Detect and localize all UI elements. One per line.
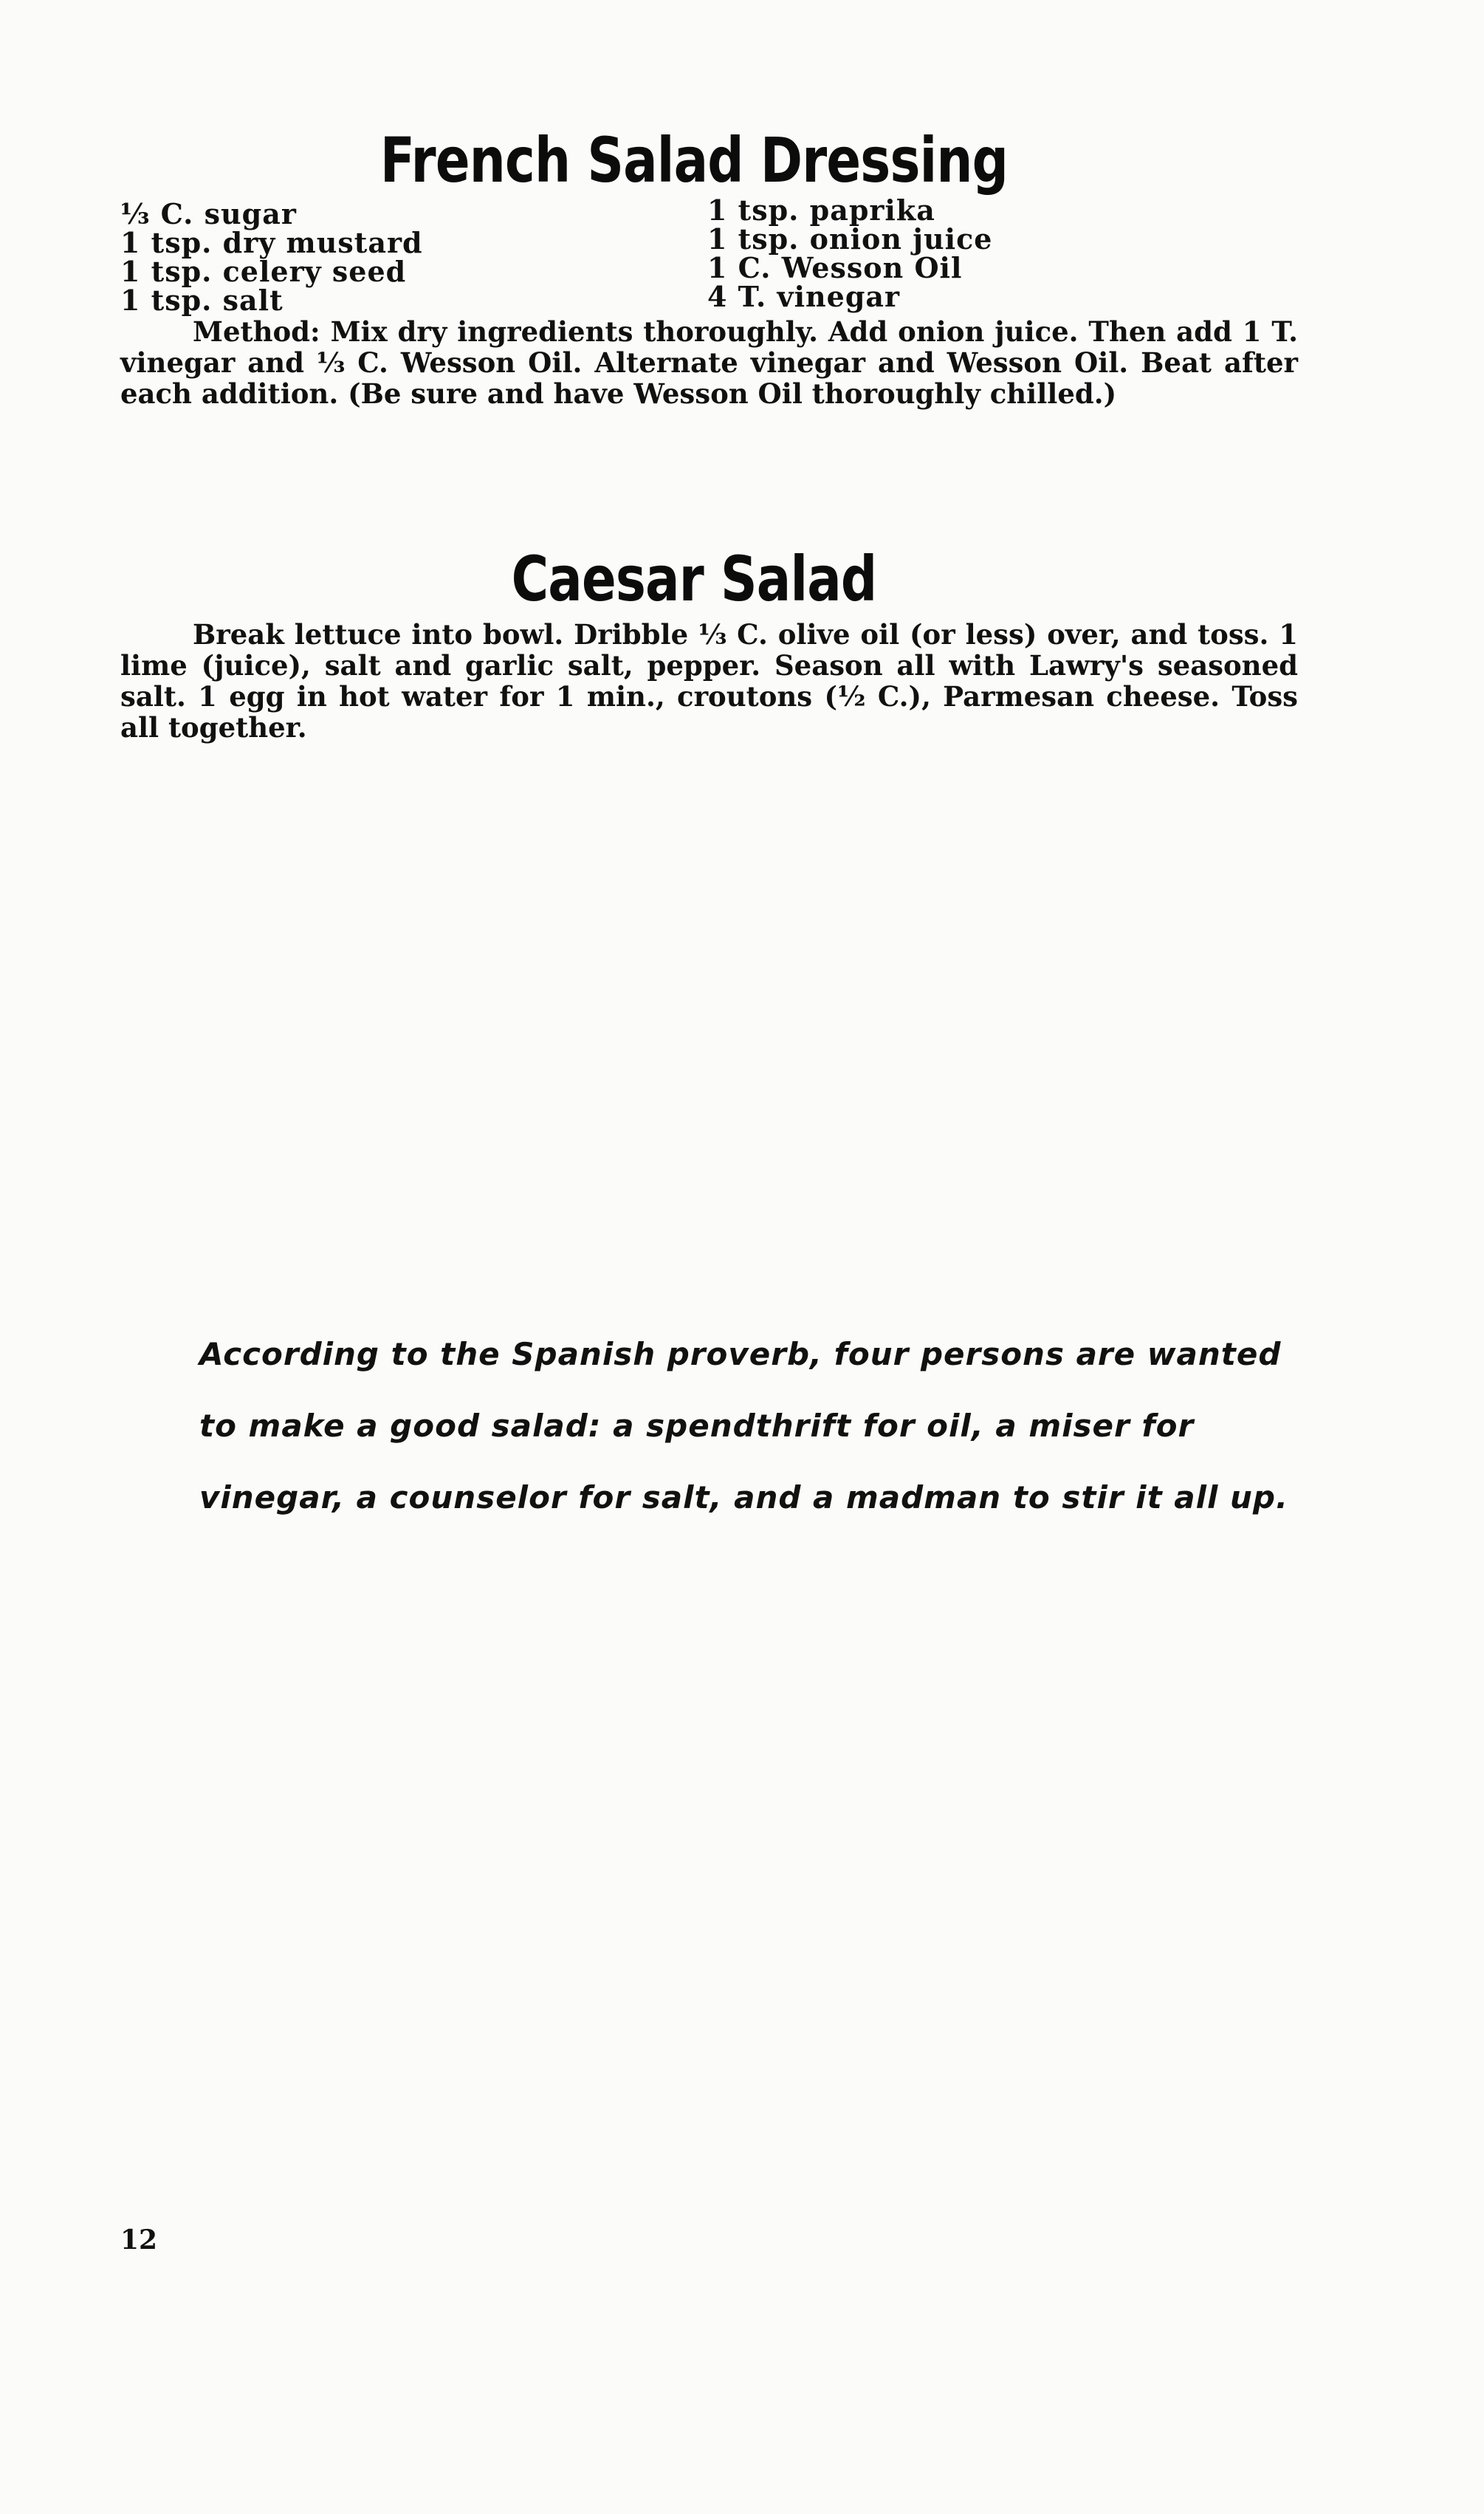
ingredient-item: 1 tsp. paprika (707, 193, 935, 227)
caesar-salad-instructions: Break lettuce into bowl. Dribble ⅓ C. olive oil (or less) over, and toss. 1 lime (juice), salt and garlic salt, pepper. Season all with Lawry's seasoned salt. 1 egg in hot water for 1 min., croutons (½ C.), Parmesan cheese. Toss all together. (120, 618, 1298, 744)
french-dressing-title: French Salad Dressing (379, 124, 1009, 196)
ingredient-item: 1 tsp. onion juice (707, 222, 993, 256)
french-dressing-ingredients (120, 193, 1302, 325)
french-dressing-method: Method: Mix dry ingredients thoroughly. Add onion juice. Then add 1 T. vinegar and ⅓ C. Wesson Oil. Alternate vinegar and Wesson Oil. Beat after each addition. (Be sure and have Wesson Oil thoroughly chilled.) (120, 315, 1298, 410)
ingredient-item: 1 C. Wesson Oil (707, 251, 963, 284)
caesar-salad-title: Caesar Salad (511, 543, 877, 615)
ingredients-left-column (120, 199, 423, 315)
ingredient-item: 1 tsp. celery seed (120, 255, 407, 288)
page-number: 12 (120, 2224, 158, 2256)
ingredients-right-column (707, 193, 993, 313)
ingredient-item: 1 tsp. dry mustard (120, 226, 423, 259)
ingredient-item: 4 T. vinegar (707, 280, 901, 313)
spanish-proverb-quote: According to the Spanish proverb, four persons are wanted to make a good salad: a spendthrift for oil, a miser for vinegar, a counselor for salt, and a madman to stir it all up. (199, 1336, 1288, 1515)
ingredient-item: ⅓ C. sugar (120, 197, 297, 230)
ingredient-item: 1 tsp. salt (120, 284, 284, 317)
